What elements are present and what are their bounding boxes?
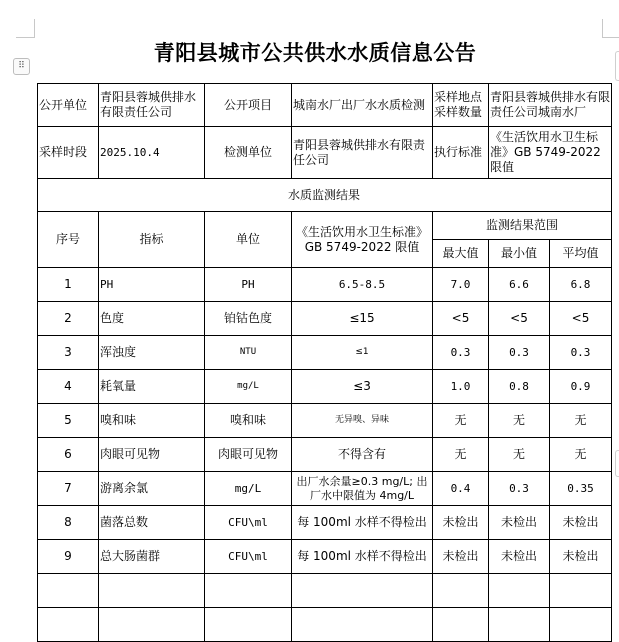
cell-indicator: 色度 xyxy=(99,302,205,336)
empty-cell[interactable] xyxy=(550,608,612,642)
cell-max: 7.0 xyxy=(433,268,489,302)
cell-indicator: 肉眼可见物 xyxy=(99,438,205,472)
cell-indicator: 游离余氯 xyxy=(99,472,205,506)
cell-limit: 每 100ml 水样不得检出 xyxy=(292,506,433,540)
label-sampling-period: 采样时段 xyxy=(38,127,99,179)
info-row-1 xyxy=(38,84,612,127)
cell-unit: 铂钴色度 xyxy=(205,302,292,336)
cell-indicator: 嗅和味 xyxy=(99,404,205,438)
value-testing-unit: 青阳县蓉城供排水有限责任公司 xyxy=(292,127,433,179)
header-result-range: 监测结果范围 xyxy=(433,212,612,240)
cell-avg: 0.3 xyxy=(550,336,612,370)
cell-no: 9 xyxy=(38,540,99,574)
table-row xyxy=(38,438,612,472)
cell-avg: 6.8 xyxy=(550,268,612,302)
cell-unit: 肉眼可见物 xyxy=(205,438,292,472)
value-sampling-site: 青阳县蓉城供排水有限责任公司城南水厂 xyxy=(489,84,612,127)
table-row xyxy=(38,370,612,404)
cell-avg: 未检出 xyxy=(550,540,612,574)
cell-limit: 每 100ml 水样不得检出 xyxy=(292,540,433,574)
section-title: 水质监测结果 xyxy=(38,179,612,212)
cell-no: 2 xyxy=(38,302,99,336)
cell-no: 5 xyxy=(38,404,99,438)
label-publisher: 公开单位 xyxy=(38,84,99,127)
cell-max: 0.4 xyxy=(433,472,489,506)
cell-avg: 无 xyxy=(550,404,612,438)
cell-no: 8 xyxy=(38,506,99,540)
empty-cell[interactable] xyxy=(99,574,205,608)
cell-min: 无 xyxy=(489,438,550,472)
cell-limit: 无异嗅、异味 xyxy=(292,404,433,438)
cell-limit: ≤3 xyxy=(292,370,433,404)
cell-limit: ≤1 xyxy=(292,336,433,370)
value-standard: 《生活饮用水卫生标准》GB 5749-2022 限值 xyxy=(489,127,612,179)
header-max: 最大值 xyxy=(433,240,489,268)
cell-indicator: 菌落总数 xyxy=(99,506,205,540)
empty-cell[interactable] xyxy=(205,574,292,608)
empty-row xyxy=(38,574,612,608)
cell-indicator: 耗氧量 xyxy=(99,370,205,404)
cell-min: <5 xyxy=(489,302,550,336)
empty-cell[interactable] xyxy=(489,608,550,642)
empty-cell[interactable] xyxy=(205,608,292,642)
empty-cell[interactable] xyxy=(550,574,612,608)
cell-unit: mg/L xyxy=(205,370,292,404)
empty-cell[interactable] xyxy=(292,608,433,642)
page-corner-mark-right xyxy=(602,19,619,38)
cell-no: 3 xyxy=(38,336,99,370)
value-sampling-period: 2025.10.4 xyxy=(99,127,205,179)
cell-max: <5 xyxy=(433,302,489,336)
cell-no: 4 xyxy=(38,370,99,404)
cell-unit: mg/L xyxy=(205,472,292,506)
label-sampling-site: 采样地点采样数量 xyxy=(433,84,489,127)
empty-cell[interactable] xyxy=(38,574,99,608)
table-row xyxy=(38,268,612,302)
header-no: 序号 xyxy=(38,212,99,268)
cell-unit: NTU xyxy=(205,336,292,370)
cell-unit: 嗅和味 xyxy=(205,404,292,438)
info-row-2 xyxy=(38,127,612,179)
header-unit: 单位 xyxy=(205,212,292,268)
cell-avg: 0.9 xyxy=(550,370,612,404)
cell-max: 无 xyxy=(433,404,489,438)
table-row xyxy=(38,404,612,438)
cell-min: 0.3 xyxy=(489,336,550,370)
label-testing-unit: 检测单位 xyxy=(205,127,292,179)
cell-max: 1.0 xyxy=(433,370,489,404)
cell-limit: ≤15 xyxy=(292,302,433,336)
label-standard: 执行标准 xyxy=(433,127,489,179)
section-header-row xyxy=(38,179,612,212)
cell-max: 未检出 xyxy=(433,540,489,574)
cell-min: 6.6 xyxy=(489,268,550,302)
empty-cell[interactable] xyxy=(489,574,550,608)
cell-no: 7 xyxy=(38,472,99,506)
table-row xyxy=(38,302,612,336)
value-project: 城南水厂出厂水水质检测 xyxy=(292,84,433,127)
cell-no: 6 xyxy=(38,438,99,472)
water-quality-table xyxy=(37,83,612,642)
cell-max: 0.3 xyxy=(433,336,489,370)
header-standard-limit: 《生活饮用水卫生标准》 GB 5749-2022 限值 xyxy=(292,212,433,268)
right-edge-tab-lower[interactable] xyxy=(615,450,619,477)
cell-limit: 6.5-8.5 xyxy=(292,268,433,302)
cell-unit: CFU\ml xyxy=(205,540,292,574)
cell-max: 无 xyxy=(433,438,489,472)
empty-cell[interactable] xyxy=(292,574,433,608)
cell-avg: 未检出 xyxy=(550,506,612,540)
cell-max: 未检出 xyxy=(433,506,489,540)
cell-min: 0.3 xyxy=(489,472,550,506)
empty-cell[interactable] xyxy=(433,608,489,642)
cell-limit: 不得含有 xyxy=(292,438,433,472)
cell-indicator: 浑浊度 xyxy=(99,336,205,370)
cell-min: 未检出 xyxy=(489,540,550,574)
cell-avg: <5 xyxy=(550,302,612,336)
value-publisher: 青阳县蓉城供排水有限责任公司 xyxy=(99,84,205,127)
empty-cell[interactable] xyxy=(433,574,489,608)
table-row xyxy=(38,506,612,540)
page-title: 青阳县城市公共供水水质信息公告 xyxy=(153,41,477,65)
column-header-row-1 xyxy=(38,212,612,240)
header-indicator: 指标 xyxy=(99,212,205,268)
cell-min: 无 xyxy=(489,404,550,438)
cell-no: 1 xyxy=(38,268,99,302)
cell-unit: PH xyxy=(205,268,292,302)
cell-min: 0.8 xyxy=(489,370,550,404)
table-row xyxy=(38,540,612,574)
cell-indicator: PH xyxy=(99,268,205,302)
cell-unit: CFU\ml xyxy=(205,506,292,540)
empty-cell[interactable] xyxy=(99,608,205,642)
header-min: 最小值 xyxy=(489,240,550,268)
table-row xyxy=(38,336,612,370)
page-corner-mark-left xyxy=(16,19,35,38)
cell-avg: 无 xyxy=(550,438,612,472)
table-row xyxy=(38,472,612,506)
cell-limit: 出厂水余量≥0.3 mg/L; 出厂水中限值为 4mg/L xyxy=(292,472,433,506)
label-project: 公开项目 xyxy=(205,84,292,127)
empty-row xyxy=(38,608,612,642)
cell-min: 未检出 xyxy=(489,506,550,540)
cell-indicator: 总大肠菌群 xyxy=(99,540,205,574)
header-avg: 平均值 xyxy=(550,240,612,268)
empty-cell[interactable] xyxy=(38,608,99,642)
cell-avg: 0.35 xyxy=(550,472,612,506)
table-move-handle-icon[interactable]: ⠿ xyxy=(13,58,30,75)
